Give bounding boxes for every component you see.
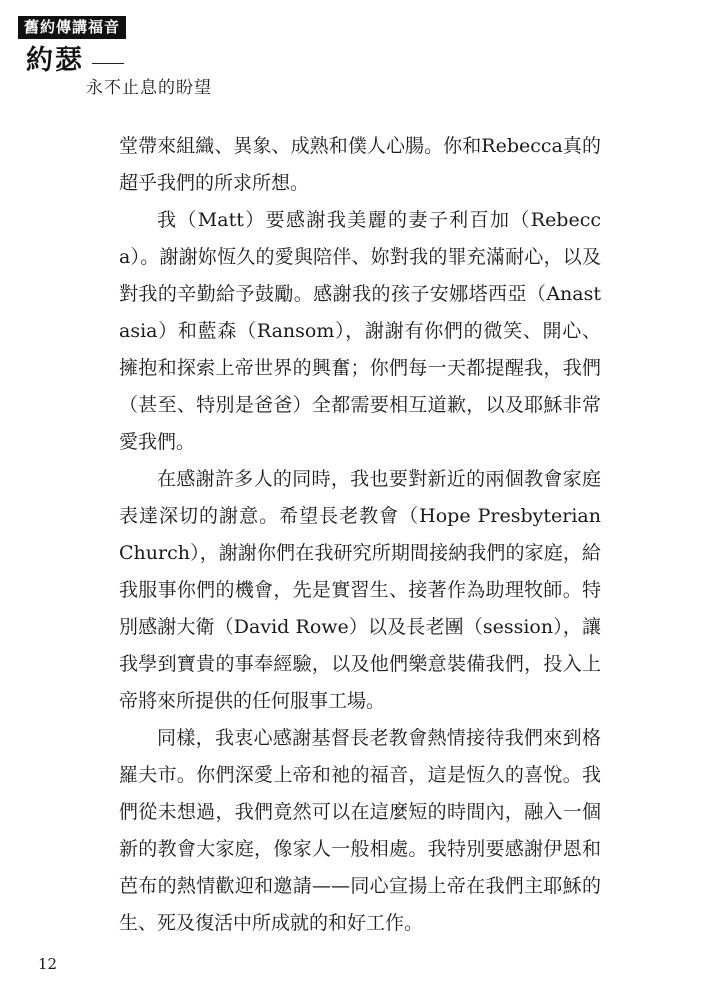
paragraph: 我（Matt）要感謝我美麗的妻子利百加（Rebecca）。謝謝妳恆久的愛與陪伴、妳對我的罪充滿耐心，以及對我的辛勤給予鼓勵。感謝我的孩子安娜塔西亞（Anastasia）和藍森（Ransom），謝謝有你們的微笑、開心、擁抱和探索上帝世界的興奮；你們每一天都提醒我，我們（甚至、特別是爸爸）全都需要相互道歉，以及耶穌非常愛我們。 (119, 209, 601, 453)
page-number: 12 (38, 955, 58, 973)
paragraph: 在感謝許多人的同時，我也要對新近的兩個教會家庭表達深切的謝意。希望長老教會（Hope Presbyterian Church），謝謝你們在我研究所期間接納我們的家庭，給我服事你們的機會，先是實習生、接著作為助理牧師。特別感謝大衛（David Rowe）以及長老團（session），讓我學到寶貴的事奉經驗，以及他們樂意裝備我們，投入上帝將來所提供的任何服事工場。 (119, 468, 601, 712)
paragraph: 堂帶來組織、異象、成熟和僕人心腸。你和Rebecca真的超乎我們的所求所想。 (119, 135, 601, 194)
paragraph: 同樣，我衷心感謝基督長老教會熱情接待我們來到格羅夫市。你們深愛上帝和祂的福音，這是恆久的喜悅。我們從未想過，我們竟然可以在這麼短的時間內，融入一個新的教會大家庭，像家人一般相處。我特別要感謝伊恩和芭布的熱情歡迎和邀請——同心宣揚上帝在我們主耶穌的生、死及復活中所成就的和好工作。 (119, 727, 601, 934)
body-text (119, 128, 601, 942)
title-rule (92, 63, 124, 64)
book-title: 約瑟 (26, 45, 84, 76)
series-label: 舊約傳講福音 (18, 16, 126, 39)
book-subtitle: 永不止息的盼望 (86, 78, 212, 98)
